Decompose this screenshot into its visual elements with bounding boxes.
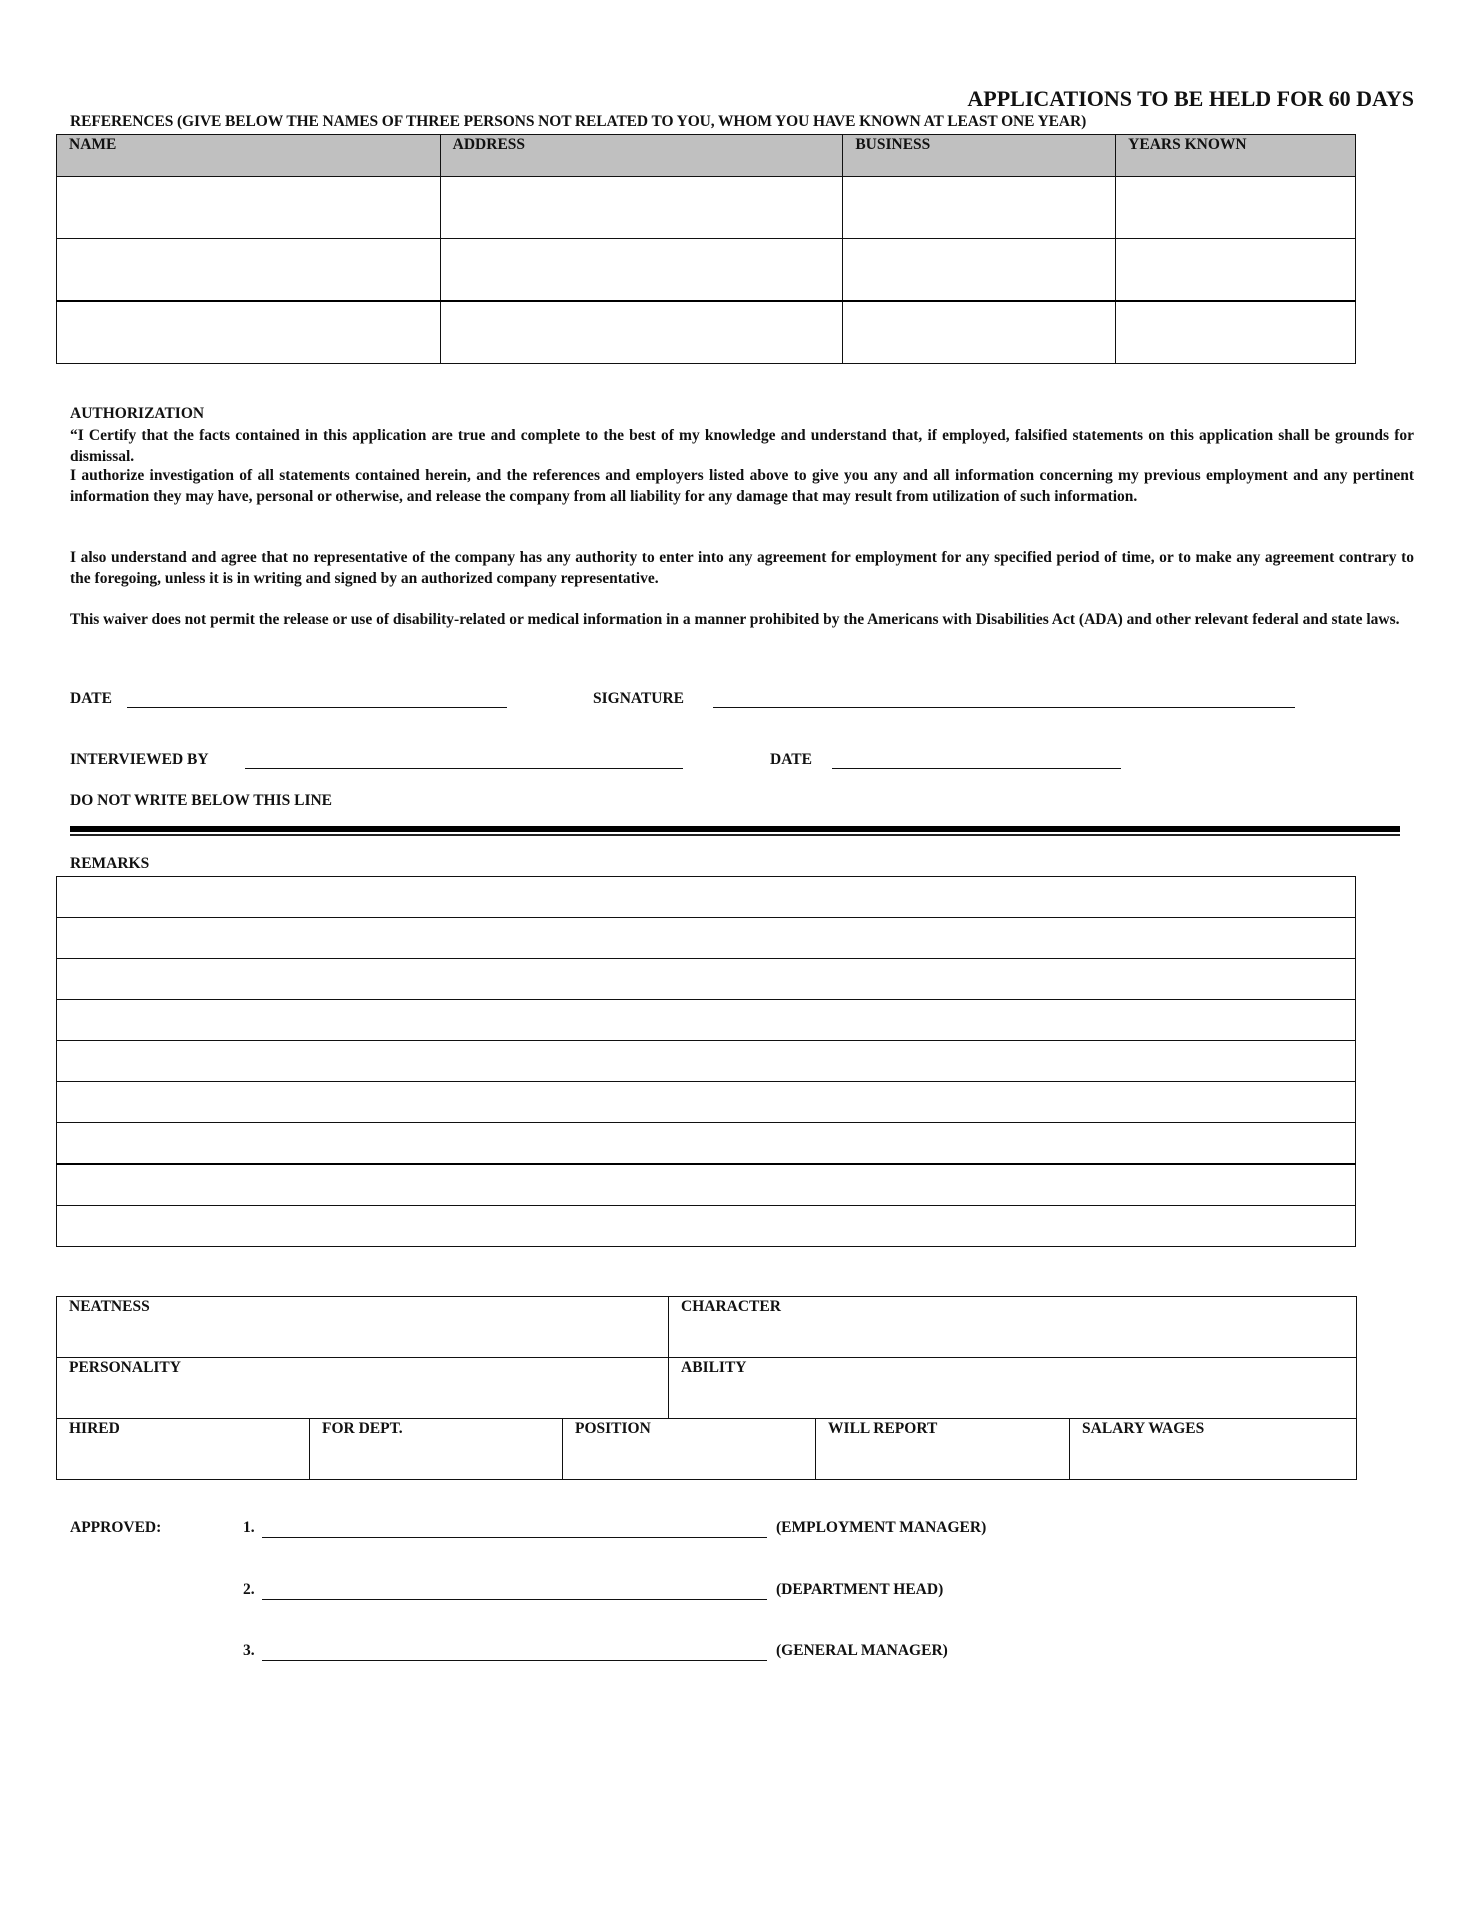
- remarks-line[interactable]: [57, 1164, 1356, 1206]
- will-report-field[interactable]: WILL REPORT: [816, 1419, 1070, 1480]
- reference-business-cell[interactable]: [843, 239, 1116, 302]
- interviewed-by-field[interactable]: [245, 768, 683, 769]
- general-manager-signature-line[interactable]: [262, 1660, 767, 1661]
- reference-business-cell[interactable]: [843, 301, 1116, 364]
- reference-years-known-cell[interactable]: [1116, 301, 1356, 364]
- reference-address-cell[interactable]: [440, 301, 843, 364]
- authorization-paragraph-certify: “I Certify that the facts contained in this application are true and complete to the best of my knowledge and understand that, if employed, falsified statements on this application shall be grounds for dismissal.: [70, 427, 1414, 465]
- reference-name-cell[interactable]: [57, 177, 441, 239]
- column-header-years-known: YEARS KNOWN: [1116, 135, 1356, 177]
- column-header-name: NAME: [57, 135, 441, 177]
- authorization-paragraph-investigation: I authorize investigation of all statements contained herein, and the references and employers listed above to give you any and all information concerning my previous employment and any pertinent information they may have, personal or otherwise, and release the company from all liability for any damage that may result from utilization of such information.: [70, 467, 1414, 505]
- character-field[interactable]: CHARACTER: [669, 1297, 1357, 1358]
- reference-name-cell[interactable]: [57, 301, 441, 364]
- reference-row: [57, 301, 1356, 364]
- references-caption: REFERENCES (GIVE BELOW THE NAMES OF THREE PERSONS NOT RELATED TO YOU, WHOM YOU HAVE KNOWN AT LEAST ONE YEAR): [70, 113, 1087, 130]
- column-header-address: ADDRESS: [440, 135, 843, 177]
- authorization-paragraph-ada-waiver: This waiver does not permit the release or use of disability-related or medical information in a manner prohibited by the Americans with Disabilities Act (ADA) and other relevant federal and state laws.: [70, 611, 1400, 628]
- approved-label: APPROVED:: [70, 1519, 162, 1536]
- reference-row: [57, 239, 1356, 302]
- signature-label: SIGNATURE: [593, 690, 685, 707]
- references-table: [56, 134, 1356, 364]
- approval-number: 2.: [243, 1581, 255, 1598]
- remarks-line[interactable]: [57, 1041, 1356, 1082]
- references-header-row: [57, 135, 1356, 177]
- ability-field[interactable]: ABILITY: [669, 1358, 1357, 1419]
- signature-field[interactable]: [713, 707, 1295, 708]
- department-head-label: (DEPARTMENT HEAD): [776, 1581, 944, 1598]
- employment-manager-signature-line[interactable]: [262, 1537, 767, 1538]
- reference-address-cell[interactable]: [440, 177, 843, 239]
- column-header-business: BUSINESS: [843, 135, 1116, 177]
- approval-number: 1.: [243, 1519, 255, 1536]
- employment-manager-label: (EMPLOYMENT MANAGER): [776, 1519, 987, 1536]
- evaluation-table: [56, 1296, 1357, 1480]
- reference-years-known-cell[interactable]: [1116, 239, 1356, 302]
- personality-field[interactable]: PERSONALITY: [57, 1358, 669, 1419]
- remarks-table: [56, 876, 1356, 1247]
- interview-date-field[interactable]: [832, 768, 1121, 769]
- remarks-line[interactable]: [57, 1123, 1356, 1165]
- reference-address-cell[interactable]: [440, 239, 843, 302]
- for-dept-field[interactable]: FOR DEPT.: [310, 1419, 563, 1480]
- interview-date-label: DATE: [770, 751, 812, 768]
- general-manager-label: (GENERAL MANAGER): [776, 1642, 948, 1659]
- reference-row: [57, 177, 1356, 239]
- authorization-paragraph-agreement: I also understand and agree that no representative of the company has any authority to enter into any agreement for employment for any specified period of time, or to make any agreement contrary to the foregoing, unless it is in writing and signed by an authorized company representative.: [70, 549, 1414, 587]
- position-field[interactable]: POSITION: [563, 1419, 816, 1480]
- reference-name-cell[interactable]: [57, 239, 441, 302]
- reference-years-known-cell[interactable]: [1116, 177, 1356, 239]
- divider-thin: [70, 834, 1400, 836]
- remarks-line[interactable]: [57, 1206, 1356, 1247]
- reference-business-cell[interactable]: [843, 177, 1116, 239]
- interviewed-by-label: INTERVIEWED BY: [70, 751, 209, 768]
- remarks-line[interactable]: [57, 877, 1356, 918]
- salary-wages-field[interactable]: SALARY WAGES: [1070, 1419, 1357, 1480]
- neatness-field[interactable]: NEATNESS: [57, 1297, 669, 1358]
- do-not-write-notice: DO NOT WRITE BELOW THIS LINE: [70, 792, 333, 809]
- remarks-line[interactable]: [57, 1000, 1356, 1041]
- remarks-label: REMARKS: [70, 855, 150, 872]
- date-field[interactable]: [127, 707, 507, 708]
- form-title: APPLICATIONS TO BE HELD FOR 60 DAYS: [967, 86, 1414, 111]
- remarks-line[interactable]: [57, 1082, 1356, 1123]
- hired-field[interactable]: HIRED: [57, 1419, 310, 1480]
- approval-number: 3.: [243, 1642, 255, 1659]
- remarks-line[interactable]: [57, 959, 1356, 1000]
- authorization-heading: AUTHORIZATION: [70, 405, 205, 422]
- date-label: DATE: [70, 690, 112, 707]
- remarks-line[interactable]: [57, 918, 1356, 959]
- divider-thick: [70, 826, 1400, 832]
- department-head-signature-line[interactable]: [262, 1599, 767, 1600]
